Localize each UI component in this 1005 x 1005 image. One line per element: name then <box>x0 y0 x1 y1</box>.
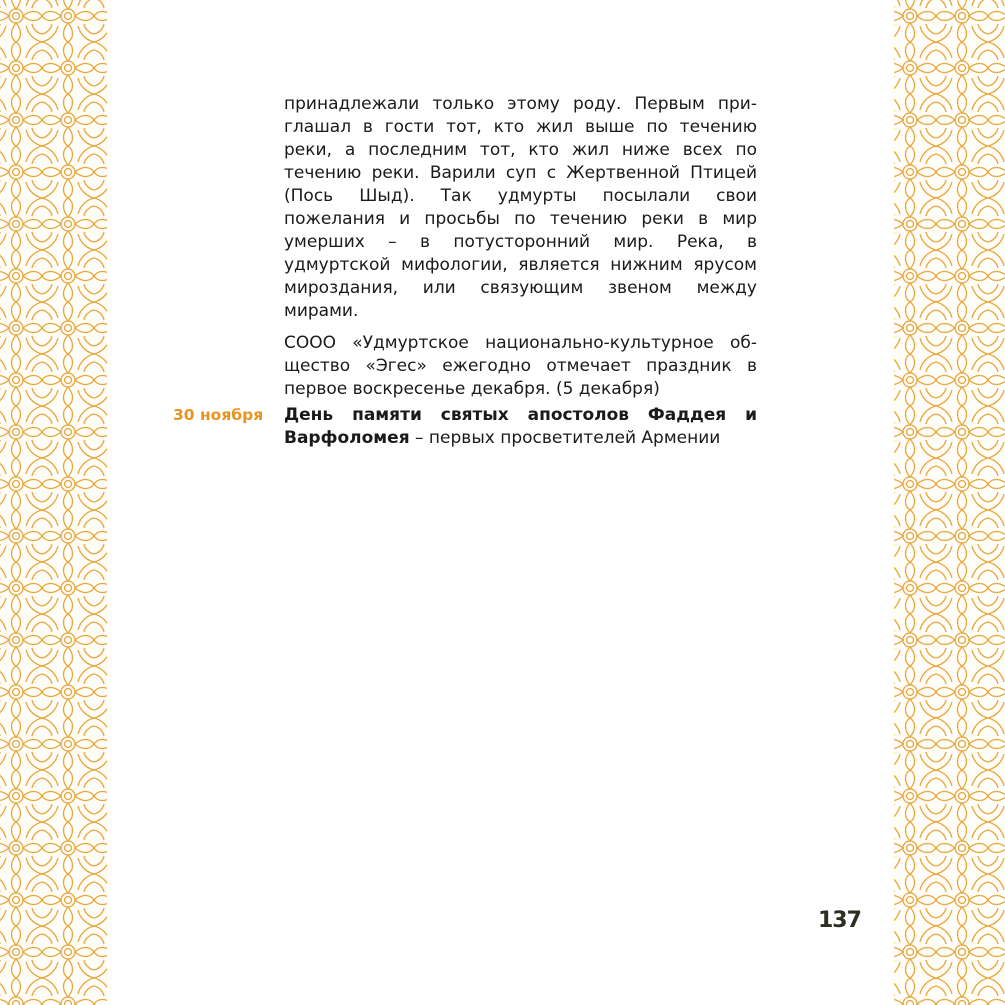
entry-description: – первых просветителей Армении <box>409 428 721 448</box>
entry-date: 30 ноября <box>173 406 264 424</box>
paragraph-2: СООО «Удмуртское национально-культурное общество «Эгес» ежегодно отмечает праздник в первое воскресенье декабря. (5 декабря) <box>284 333 757 399</box>
ornament-border-left <box>0 0 107 1005</box>
ornament-pattern-left <box>0 0 107 1005</box>
ornament-border-right <box>894 0 1005 1005</box>
page-number: 137 <box>818 908 861 933</box>
ornament-pattern-right <box>894 0 1005 1005</box>
entry-text <box>284 404 757 450</box>
body-text <box>284 93 757 401</box>
paragraph-1: принадлежали только этому роду. Первым приглашал в гости тот, кто жил выше по течению реки, а последним тот, кто жил ниже всех по течению реки. Варили суп с Жертвенной Птицей (Пось Шыд). Так удмурты посылали свои пожелания и просьбы по течению реки в мир умерших – в потусторонний мир. Река, в удмуртской мифологии, является нижним ярусом мироздания, или связующим звеном между мирами. <box>284 94 757 321</box>
entry-title: День памяти святых апостолов Фаддея и Варфоломея <box>284 405 757 448</box>
